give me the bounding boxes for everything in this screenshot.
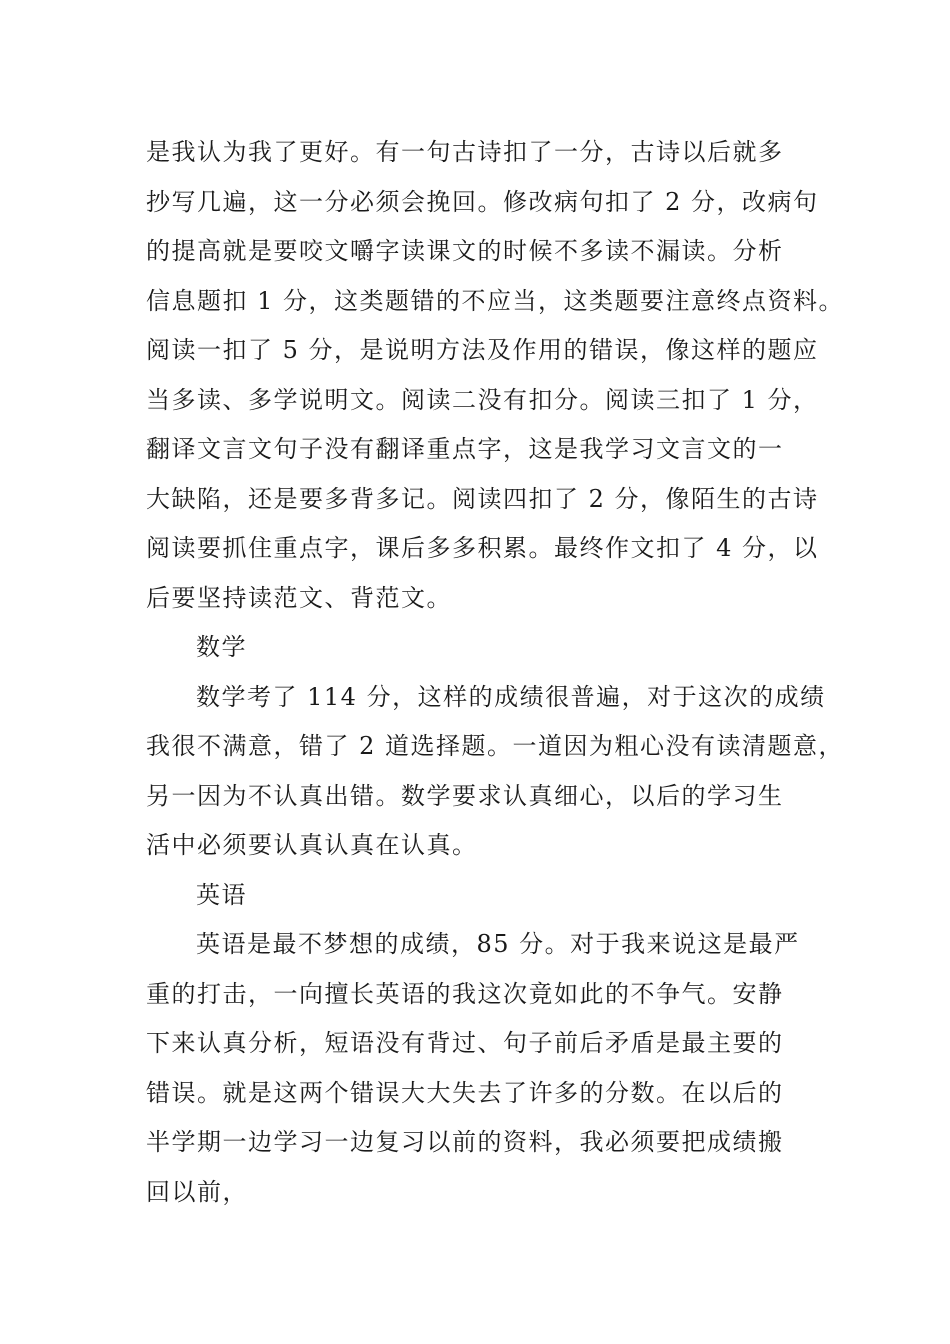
text-line: 重的打击，一向擅长英语的我这次竟如此的不争气。安静 — [146, 979, 784, 1008]
text-line: 的提高就是要咬文嚼字读课文的时候不多读不漏读。分析 — [146, 237, 784, 265]
text-line: 当多读、多学说明文。阅读二没有扣分。阅读三扣了 1 分， — [146, 385, 819, 414]
text-line: 半学期一边学习一边复习以前的资料，我必须要把成绩搬 — [146, 1128, 784, 1156]
text-line: 信息题扣 1 分，这类题错的不应当，这类题要注意终点资料。 — [146, 286, 845, 315]
text-line: 错误。就是这两个错误大大失去了许多的分数。在以后的 — [146, 1078, 784, 1107]
text-line: 翻译文言文句子没有翻译重点字，这是我学习文言文的一 — [146, 435, 784, 463]
section-heading-english: 英语 — [196, 880, 247, 909]
text-line: 我很不满意，错了 2 道选择题。一道因为粗心没有读清题意， — [146, 732, 845, 760]
text-line: 回以前， — [146, 1177, 248, 1206]
text-line: 后要坚持读范文、背范文。 — [146, 583, 452, 612]
paragraph-first-line: 数学考了 114 分，这样的成绩很普遍，对于这次的成绩 — [196, 682, 826, 711]
text-line: 另一因为不认真出错。数学要求认真细心，以后的学习生 — [146, 781, 784, 810]
text-line: 活中必须要认真认真在认真。 — [146, 831, 478, 859]
paragraph-first-line: 英语是最不梦想的成绩，85 分。对于我来说这是最严 — [196, 930, 800, 958]
text-line: 阅读一扣了 5 分，是说明方法及作用的错误，像这样的题应 — [146, 336, 819, 364]
text-line: 下来认真分析，短语没有背过、句子前后矛盾是最主要的 — [146, 1029, 784, 1057]
text-line: 阅读要抓住重点字，课后多多积累。最终作文扣了 4 分，以 — [146, 534, 819, 562]
document-body — [146, 128, 845, 1217]
section-heading-math: 数学 — [196, 633, 247, 661]
text-line: 大缺陷，还是要多背多记。阅读四扣了 2 分，像陌生的古诗 — [146, 484, 819, 513]
text-line: 是我认为我了更好。有一句古诗扣了一分，古诗以后就多 — [146, 138, 784, 166]
text-line: 抄写几遍，这一分必须会挽回。修改病句扣了 2 分，改病句 — [146, 187, 819, 216]
